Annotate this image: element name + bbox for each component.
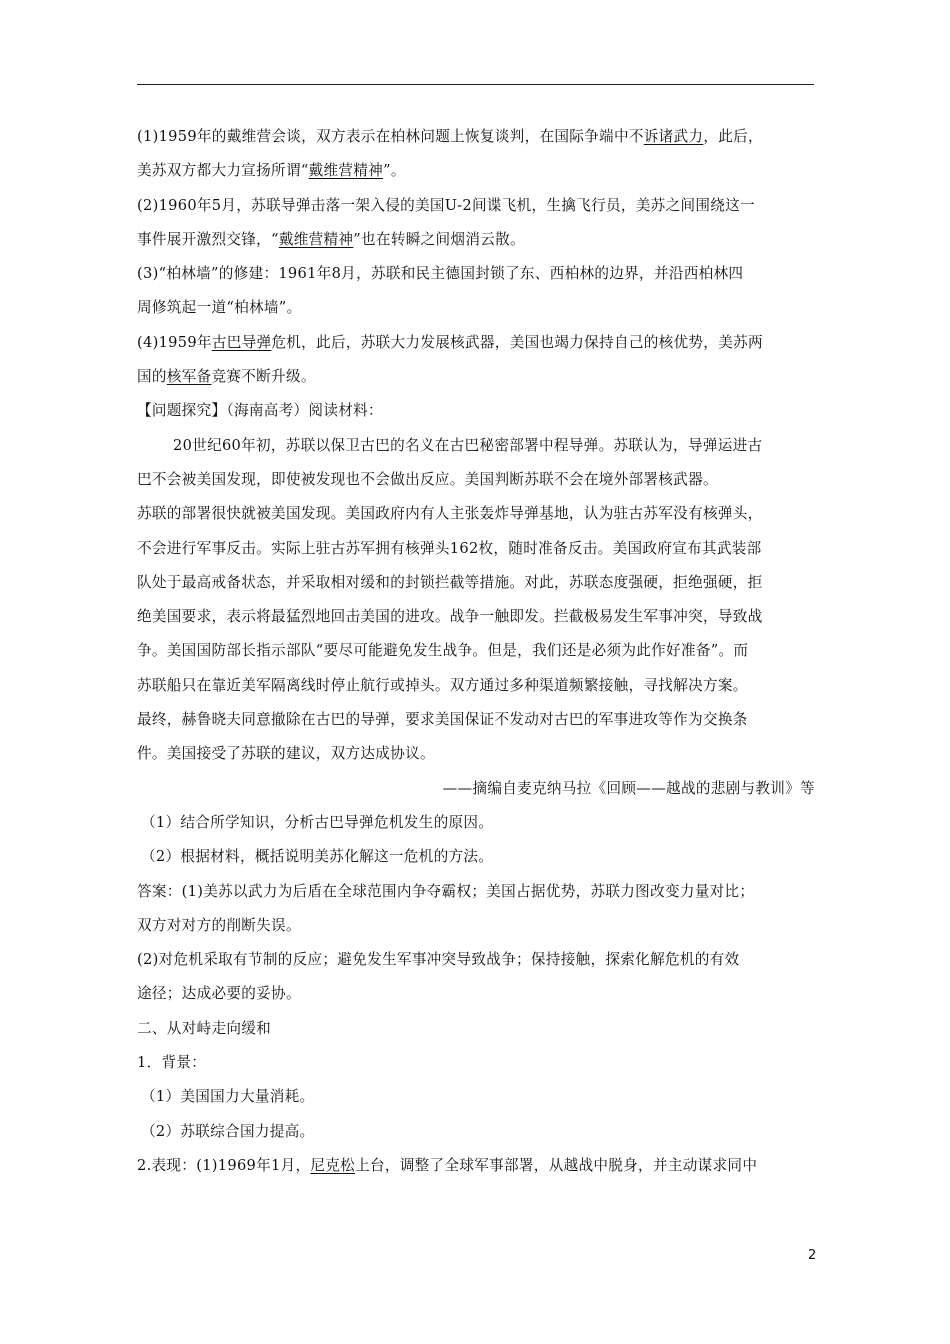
header-rule	[137, 84, 814, 85]
text-line	[137, 875, 817, 909]
text-line	[137, 566, 817, 600]
line-text: ——摘编自麦克纳马拉《回顾——越战的悲剧与教训》等	[442, 779, 815, 797]
text-line	[137, 1149, 817, 1183]
underlined-term: 诉诸武力	[643, 128, 704, 145]
underlined-term: 古巴导弹	[211, 333, 272, 351]
text-line	[137, 223, 817, 257]
line-text: （2）苏联综合国力提高。	[141, 1122, 315, 1140]
line-text: 苏联船只在靠近美军隔离线时停止航行或掉头。双方通过多种渠道频繁接触，寻找解决方案。	[137, 676, 748, 694]
line-text: 2.表现：(1)1969年1月，	[137, 1156, 311, 1174]
text-line	[137, 1080, 817, 1114]
text-line	[137, 943, 817, 977]
text-line	[137, 532, 817, 566]
text-line	[137, 634, 817, 668]
line-text: 事件展开激烈交锋，“	[137, 230, 279, 248]
text-line	[137, 326, 817, 360]
line-text: (2)1960年5月，苏联导弹击落一架入侵的美国U-2间谍飞机，生擒飞行员，美苏之间围绕这一	[137, 196, 755, 214]
line-text: 最终，赫鲁晓夫同意撤除在古巴的导弹，要求美国保证不发动对古巴的军事进攻等作为交换条	[137, 711, 748, 729]
text-line	[137, 360, 817, 394]
text-line	[137, 772, 817, 806]
line-text: 途径；达成必要的妥协。	[137, 985, 301, 1003]
text-line	[137, 497, 817, 531]
text-line	[137, 1046, 817, 1080]
line-text: （1）结合所学知识，分析古巴导弹危机发生的原因。	[141, 813, 494, 831]
line-text: 绝美国要求，表示将最猛烈地回击美国的进攻。战争一触即发。拦截极易发生军事冲突，导致战	[137, 608, 763, 626]
line-text: 【问题探究】（海南高考）阅读材料：	[137, 402, 383, 420]
document-body	[137, 120, 817, 1183]
text-line	[137, 1115, 817, 1149]
line-text: （1）美国国力大量消耗。	[141, 1088, 315, 1106]
line-text-tail: ”也在转瞬之间烟消云散。	[353, 230, 525, 248]
line-text: 不会进行军事反击。实际上驻古苏军拥有核弹头162枚，随时准备反击。美国政府宣布其武装部	[137, 539, 762, 557]
text-line	[137, 257, 817, 291]
text-line	[137, 703, 817, 737]
line-text: (1)1959年的戴维营会谈，双方表示在柏林问题上恢复谈判，在国际争端中不	[137, 128, 644, 145]
underlined-term: 核军备	[166, 368, 212, 386]
text-line	[137, 394, 817, 428]
line-text-tail: ，此后，	[703, 128, 763, 145]
line-text-tail: 竞赛不断升级。	[211, 368, 316, 386]
text-line	[137, 600, 817, 634]
line-text: (4)1959年	[137, 333, 212, 351]
text-line	[137, 840, 817, 874]
line-text: (2)对危机采取有节制的反应；避免发生军事冲突导致战争；保持接触，探索化解危机的有效	[137, 951, 740, 969]
line-text-tail: ”。	[383, 162, 406, 180]
line-text: 周修筑起一道“柏林墙”。	[137, 299, 302, 317]
text-line	[137, 1012, 817, 1046]
line-text: 答案：(1)美苏以武力为后盾在全球范围内争夺霸权；美国占据优势，苏联力图改变力量对比；	[137, 882, 755, 900]
text-line	[137, 669, 817, 703]
line-text: 二、从对峙走向缓和	[137, 1019, 272, 1037]
text-line	[137, 737, 817, 771]
line-text: 队处于最高戒备状态，并采取相对缓和的封锁拦截等措施。对此，苏联态度强硬，拒绝强硬，拒	[137, 573, 763, 591]
underlined-term: 戴维营精神	[308, 162, 384, 180]
line-text: 美苏双方都大力宣扬所谓“	[137, 162, 309, 180]
underlined-term: 尼克松	[310, 1156, 356, 1174]
line-text: 苏联的部署很快就被美国发现。美国政府内有人主张轰炸导弹基地，认为驻古苏军没有核弹头，	[137, 505, 763, 523]
text-line	[137, 429, 817, 463]
text-line	[137, 189, 817, 223]
line-text: 双方对对方的削断失误。	[137, 916, 301, 934]
page-number: 2	[808, 1248, 817, 1263]
line-text-tail: 危机，此后，苏联大力发展核武器，美国也竭力保持自己的核优势，美苏两	[271, 333, 763, 351]
line-text: 1．背景：	[137, 1054, 207, 1072]
text-line	[137, 463, 817, 497]
line-text: （2）根据材料，概括说明美苏化解这一危机的方法。	[141, 848, 494, 866]
line-text: (3)“柏林墙”的修建：1961年8月，苏联和民主德国封锁了东、西柏林的边界，并沿西柏林四	[137, 265, 744, 283]
text-line	[137, 154, 817, 188]
line-text: 件。美国接受了苏联的建议，双方达成协议。	[137, 745, 435, 763]
text-line	[137, 291, 817, 325]
underlined-term: 戴维营精神	[278, 230, 354, 248]
text-line	[137, 120, 817, 154]
line-text: 国的	[137, 368, 167, 386]
text-line	[137, 806, 817, 840]
line-text-tail: 上台，调整了全球军事部署，从越战中脱身，并主动谋求同中	[355, 1156, 758, 1174]
text-line	[137, 977, 817, 1011]
line-text: 巴不会被美国发现，即使被发现也不会做出反应。美国判断苏联不会在境外部署核武器。	[137, 470, 718, 488]
line-text: 20世纪60年初，苏联以保卫古巴的名义在古巴秘密部署中程导弹。苏联认为，导弹运进古	[173, 436, 763, 454]
line-text: 争。美国国防部长指示部队“要尽可能避免发生战争。但是，我们还是必须为此作好准备”。而	[137, 642, 749, 660]
text-line	[137, 909, 817, 943]
